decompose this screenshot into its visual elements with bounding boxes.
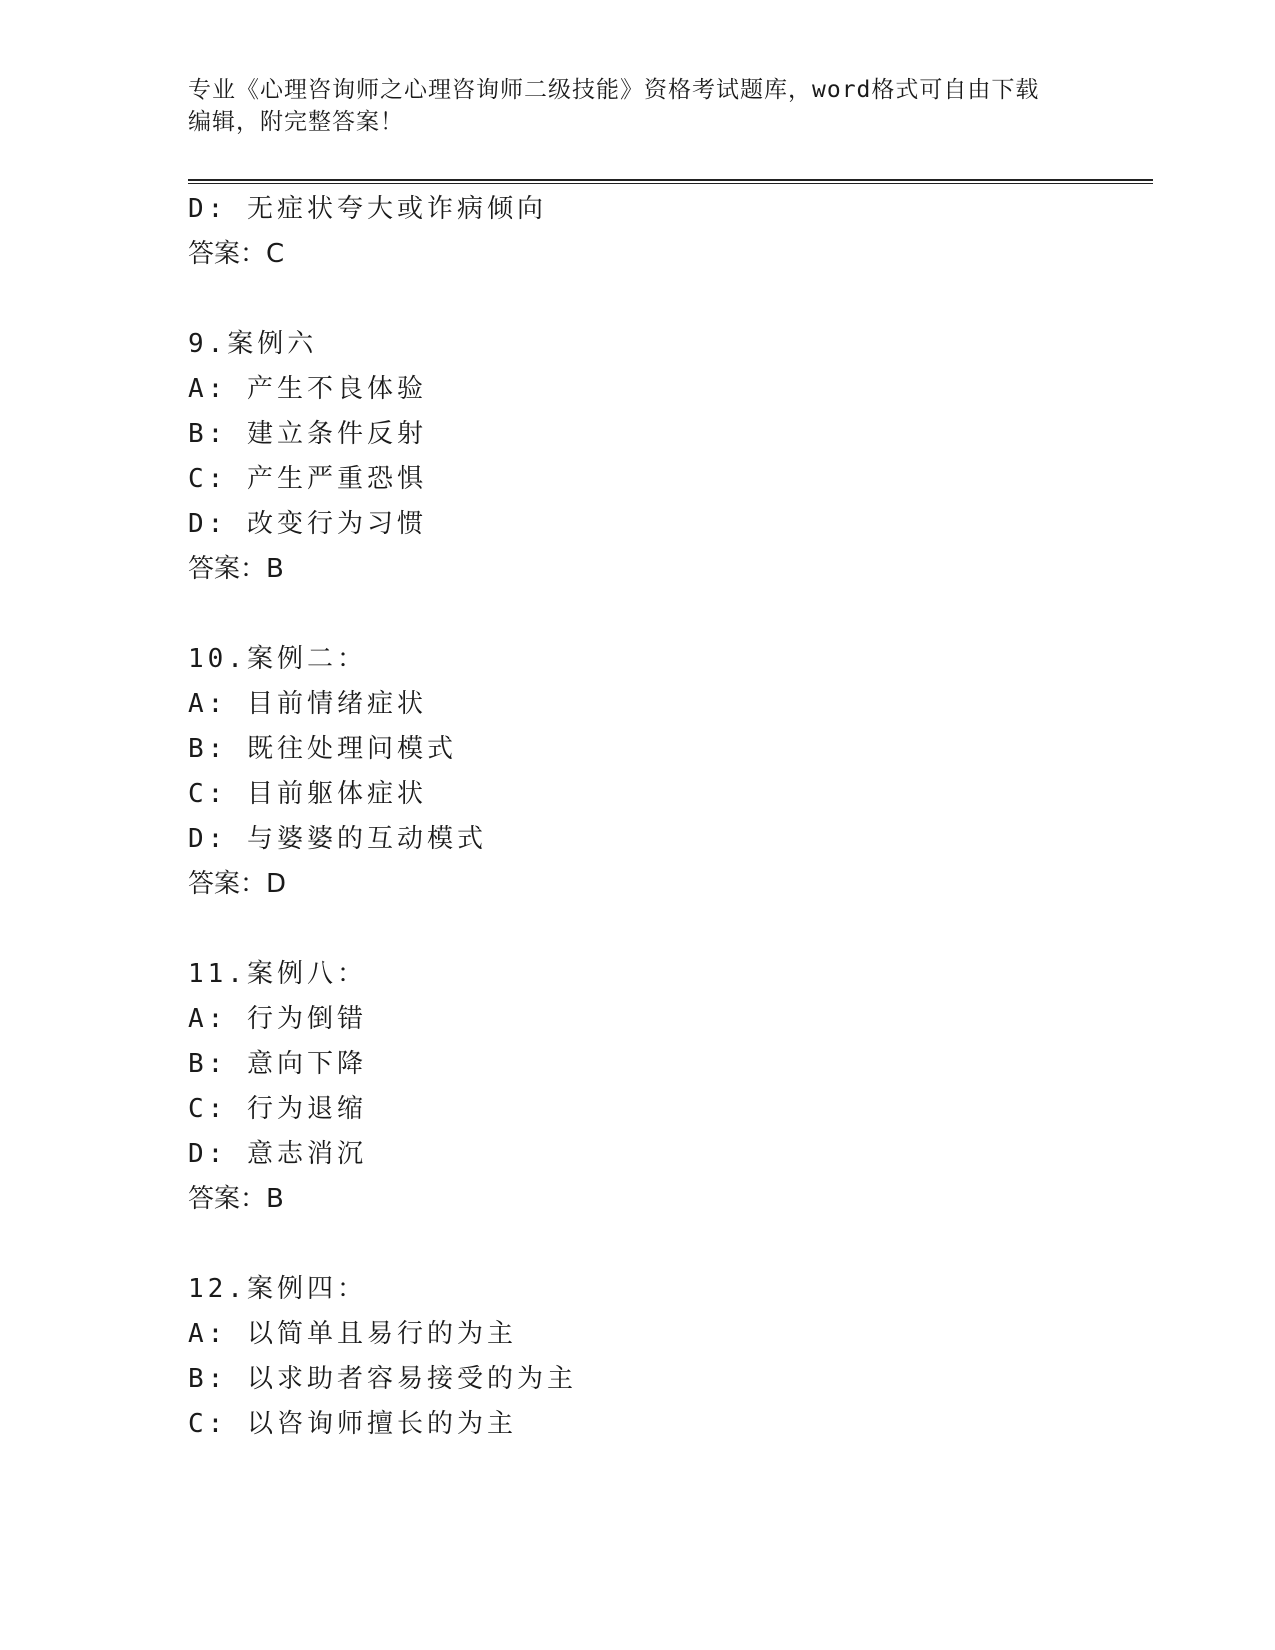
question-11-option-a: A: 行为倒错 [188,1004,367,1034]
question-11-answer: 答案：B [188,1184,284,1214]
question-10-option-d: D: 与婆婆的互动模式 [188,824,487,854]
question-10-stem: 10.案例二： [188,644,367,674]
question-9-answer: 答案：B [188,554,284,584]
header-divider-thin [188,183,1153,184]
question-11-option-c: C: 行为退缩 [188,1094,367,1124]
question-10-option-a: A: 目前情绪症状 [188,689,427,719]
question-9-stem: 9.案例六 [188,329,318,359]
question-12-option-a: A: 以简单且易行的为主 [188,1319,517,1349]
prev-answer: 答案：C [188,239,285,269]
question-12-option-b: B: 以求助者容易接受的为主 [188,1364,577,1394]
question-11-option-b: B: 意向下降 [188,1049,367,1079]
question-9-option-c: C: 产生严重恐惧 [188,464,427,494]
question-10-answer: 答案：D [188,869,287,899]
question-9-option-d: D: 改变行为习惯 [188,509,427,539]
question-11-option-d: D: 意志消沉 [188,1139,367,1169]
header-divider-thick [188,179,1153,181]
document-header [188,74,1088,138]
question-9-option-b: B: 建立条件反射 [188,419,427,449]
question-10-option-b: B: 既往处理问模式 [188,734,457,764]
question-11-stem: 11.案例八： [188,959,367,989]
question-12-stem: 12.案例四： [188,1274,367,1304]
question-12-option-c: C: 以咨询师擅长的为主 [188,1409,517,1439]
prev-option-d: D: 无症状夸大或诈病倾向 [188,194,547,224]
header-line-1: 专业《心理咨询师之心理咨询师二级技能》资格考试题库，word格式可自由下载 [188,77,1040,103]
question-10-option-c: C: 目前躯体症状 [188,779,427,809]
header-line-2: 编辑，附完整答案！ [188,109,404,135]
question-9-option-a: A: 产生不良体验 [188,374,427,404]
